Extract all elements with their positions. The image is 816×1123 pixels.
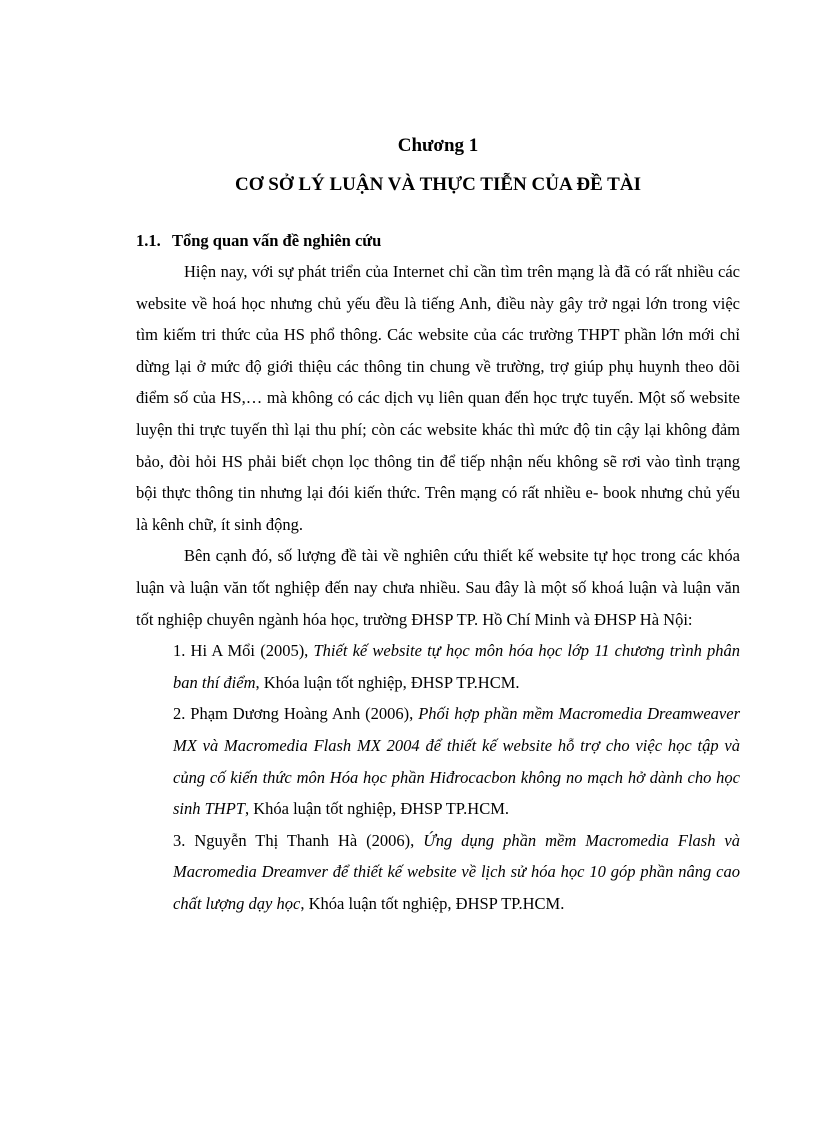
reference-author: 3. Nguyễn Thị Thanh Hà (2006), <box>173 830 424 850</box>
reference-source: , Khóa luận tốt nghiệp, ĐHSP TP.HCM. <box>255 672 520 692</box>
section-title: Tổng quan vấn đề nghiên cứu <box>172 231 382 250</box>
reference-item <box>136 698 740 824</box>
reference-author: 1. Hi A Mổi (2005), <box>173 641 314 661</box>
reference-title: Phối hợp phần mềm Macromedia Dreamweaver MX và Macromedia Flash MX 2004 để thiết kế website hỗ trợ cho việc học tập và củng cố kiến thức môn Hóa học phần Hiđrocacbon không no mạch hở dành cho học sinh THPT <box>173 704 741 819</box>
reference-title: Ứng dụng phần mềm Macromedia Flash và Macromedia Dreamver để thiết kế website về lịch sử hóa học 10 góp phần nâng cao chất lượng dạy học <box>173 830 741 913</box>
reference-source: , Khóa luận tốt nghiệp, ĐHSP TP.HCM. <box>300 893 565 913</box>
paragraph: Bên cạnh đó, số lượng đề tài về nghiên cứu thiết kế website tự học trong các khóa luận và luận văn tốt nghiệp đến nay chưa nhiều. Sau đây là một số khoá luận và luận văn tốt nghiệp chuyên ngành hóa học, trường ĐHSP TP. Hồ Chí Minh và ĐHSP Hà Nội: <box>136 546 740 629</box>
reference-item <box>136 825 740 920</box>
reference-source: , Khóa luận tốt nghiệp, ĐHSP TP.HCM. <box>244 799 510 819</box>
chapter-number: Chương 1 <box>397 135 479 156</box>
reference-title: Thiết kế website tự học môn hóa học lớp 11 chương trình phân ban thí điểm <box>173 641 740 692</box>
reference-author: 2. Phạm Dương Hoàng Anh (2006), <box>173 704 419 724</box>
paragraph: Hiện nay, với sự phát triển của Internet chỉ cần tìm trên mạng là đã có rất nhiều các website về hoá học nhưng chủ yếu đều là tiếng Anh, điều này gây trở ngại lớn trong việc tìm kiếm tri thức của HS phổ thông. Các website của các trường THPT phần lớn mới chỉ dừng lại ở mức độ giới thiệu các thông tin chung về trường, trợ giúp phụ huynh theo dõi điểm số của HS,… mà không có các dịch vụ liên quan đến học trực tuyến. Một số website luyện thi trực tuyến thì lại thu phí; còn các website khác thì mức độ tin cậy lại không đảm bảo, đòi hỏi HS phải biết chọn lọc thông tin để tiếp nhận nếu không sẽ rơi vào tình trạng bội thực thông tin nhưng lại đói kiến thức. Trên mạng có rất nhiều e- book nhưng chủ yếu là kênh chữ, ít sinh động. <box>136 262 740 534</box>
reference-item <box>136 635 740 698</box>
chapter-title: CƠ SỞ LÝ LUẬN VÀ THỰC TIỄN CỦA ĐỀ TÀI <box>235 174 641 195</box>
section-heading <box>136 230 740 252</box>
body-text <box>136 256 740 919</box>
section-number: 1.1. <box>136 231 161 250</box>
